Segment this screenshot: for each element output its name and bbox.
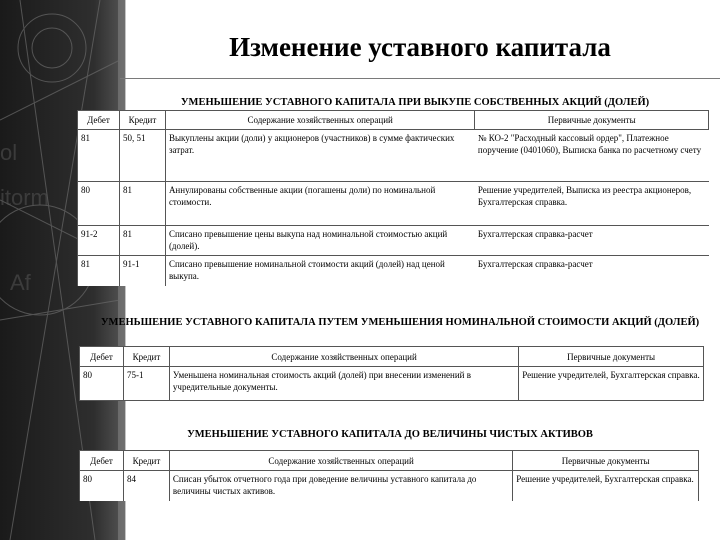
cell-debit: 80: [78, 182, 120, 226]
col-header-docs: Первичные документы: [519, 347, 704, 367]
cell-credit: 75-1: [123, 367, 169, 401]
title-divider: [120, 78, 720, 79]
section2-heading: УМЕНЬШЕНИЕ УСТАВНОГО КАПИТАЛА ПУТЕМ УМЕНЬШЕНИЯ НОМИНАЛЬНОЙ СТОИМОСТИ АКЦИЙ (ДОЛЕЙ): [100, 317, 700, 328]
cell-credit: 81: [119, 182, 165, 226]
cell-debit: 81: [78, 256, 120, 286]
section3-header-row: [80, 451, 699, 471]
section2-table: [79, 346, 704, 401]
col-header-debit: Дебет: [80, 451, 124, 471]
col-header-credit: Кредит: [123, 451, 169, 471]
table-row: [80, 471, 699, 501]
table-row: [78, 226, 709, 256]
section1-heading: УМЕНЬШЕНИЕ УСТАВНОГО КАПИТАЛА ПРИ ВЫКУПЕ СОБСТВЕННЫХ АКЦИЙ (ДОЛЕЙ): [180, 97, 650, 108]
col-header-content: Содержание хозяйственных операций: [169, 451, 512, 471]
cell-content: Списано превышение номинальной стоимости акций (долей) над ценой выкупа.: [165, 256, 474, 286]
section2-header-row: [80, 347, 704, 367]
svg-text:itorm: itorm: [0, 185, 49, 210]
col-header-docs: Первичные документы: [513, 451, 699, 471]
cell-content: Выкуплены акции (доли) у акционеров (участников) в сумме фактических затрат.: [165, 130, 474, 182]
table-row: [78, 130, 709, 182]
table-row: [78, 256, 709, 286]
section1-header-row: [78, 111, 709, 130]
table-row: [80, 367, 704, 401]
cell-docs: № КО-2 "Расходный кассовый ордер", Платежное поручение (0401060), Выписка банка по расчетному счету: [475, 130, 709, 182]
col-header-debit: Дебет: [80, 347, 124, 367]
section3-heading: УМЕНЬШЕНИЕ УСТАВНОГО КАПИТАЛА ДО ВЕЛИЧИНЫ ЧИСТЫХ АКТИВОВ: [187, 429, 593, 440]
col-header-credit: Кредит: [119, 111, 165, 130]
cell-debit: 81: [78, 130, 120, 182]
page-title: Изменение уставного капитала: [229, 32, 611, 62]
col-header-docs: Первичные документы: [475, 111, 709, 130]
cell-content: Уменьшена номинальная стоимость акций (долей) при внесении изменений в учредительные документы.: [169, 367, 518, 401]
table-row: [78, 182, 709, 226]
svg-text:Af: Af: [10, 270, 31, 295]
cell-credit: 84: [123, 471, 169, 501]
cell-debit: 80: [80, 367, 124, 401]
section1-table: [77, 110, 709, 286]
col-header-content: Содержание хозяйственных операций: [169, 347, 518, 367]
cell-credit: 91-1: [119, 256, 165, 286]
svg-text:ol: ol: [0, 140, 18, 165]
cell-docs: Решение учредителей, Бухгалтерская справка.: [513, 471, 699, 501]
col-header-content: Содержание хозяйственных операций: [165, 111, 474, 130]
col-header-credit: Кредит: [123, 347, 169, 367]
cell-content: Аннулированы собственные акции (погашены доли) по номинальной стоимости.: [165, 182, 474, 226]
cell-debit: 91-2: [78, 226, 120, 256]
cell-debit: 80: [80, 471, 124, 501]
section3-table: [79, 450, 699, 501]
cell-credit: 50, 51: [119, 130, 165, 182]
cell-content: Списан убыток отчетного года при доведение величины уставного капитала до величины чистых активов.: [169, 471, 512, 501]
cell-docs: Решение учредителей, Выписка из реестра акционеров, Бухгалтерская справка.: [475, 182, 709, 226]
cell-docs: Решение учредителей, Бухгалтерская справка.: [519, 367, 704, 401]
cell-docs: Бухгалтерская справка-расчет: [475, 226, 709, 256]
cell-content: Списано превышение цены выкупа над номинальной стоимостью акций (долей).: [165, 226, 474, 256]
cell-credit: 81: [119, 226, 165, 256]
col-header-debit: Дебет: [78, 111, 120, 130]
cell-docs: Бухгалтерская справка-расчет: [475, 256, 709, 286]
